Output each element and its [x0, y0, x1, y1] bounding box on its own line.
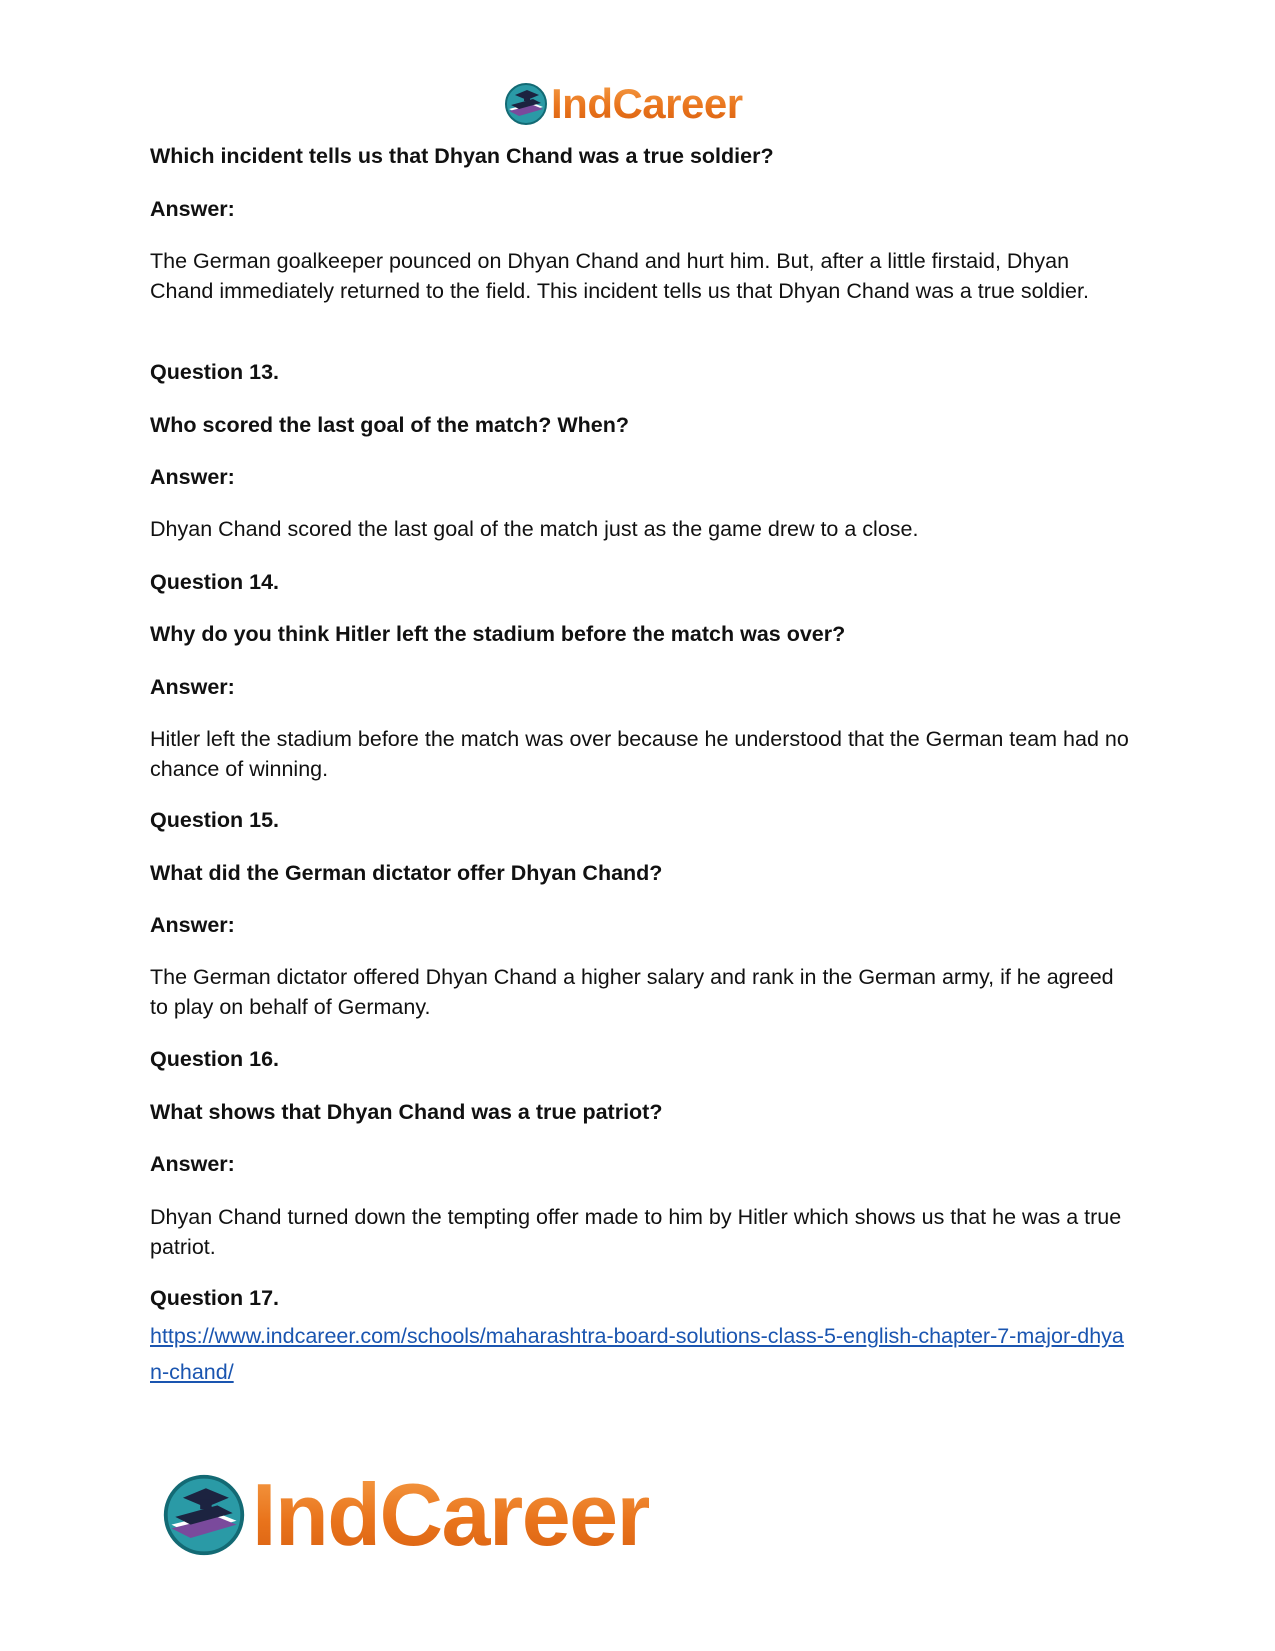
- answer-label: Answer:: [150, 197, 235, 221]
- source-url-link[interactable]: https://www.indcareer.com/schools/maharashtra-board-solutions-class-5-english-chapter-7-major-dhyan-chand/: [150, 1324, 1124, 1384]
- answer-text: Dhyan Chand turned down the tempting offer made to him by Hitler which shows us that he was a true patriot.: [150, 1205, 1122, 1259]
- answer-text: The German goalkeeper pounced on Dhyan Chand and hurt him. But, after a little firstaid, Dhyan Chand immediately returned to the field. This incident tells us that Dhyan Chand was a true soldier.: [150, 249, 1089, 303]
- graduate-book-icon: [160, 1471, 248, 1559]
- question-text: Which incident tells us that Dhyan Chand was a true soldier?: [150, 144, 774, 168]
- question-number: Question 13.: [150, 360, 280, 384]
- question-text: Who scored the last goal of the match? When?: [150, 413, 629, 437]
- question-number: Question 16.: [150, 1047, 280, 1071]
- graduate-book-icon: [503, 81, 549, 127]
- indcareer-logo-top[interactable]: [503, 80, 743, 128]
- question-text: What shows that Dhyan Chand was a true patriot?: [150, 1100, 663, 1124]
- question-number: Question 14.: [150, 570, 280, 594]
- answer-label: Answer:: [150, 1152, 235, 1176]
- indcareer-logo-bottom[interactable]: [160, 1465, 650, 1564]
- logo-wordmark-top: IndCareer: [551, 80, 743, 127]
- answer-text: Dhyan Chand scored the last goal of the match just as the game drew to a close.: [150, 517, 919, 541]
- answer-label: Answer:: [150, 675, 235, 699]
- answer-label: Answer:: [150, 465, 235, 489]
- question-text: Why do you think Hitler left the stadium before the match was over?: [150, 622, 846, 646]
- question-number: Question 15.: [150, 808, 280, 832]
- question-number: Question 17.: [150, 1286, 280, 1310]
- answer-text: The German dictator offered Dhyan Chand a higher salary and rank in the German army, if he agreed to play on behalf of Germany.: [150, 965, 1114, 1019]
- answer-text: Hitler left the stadium before the match was over because he understood that the German team had no chance of winning.: [150, 727, 1129, 781]
- answer-label: Answer:: [150, 913, 235, 937]
- logo-wordmark-bottom: IndCareer: [252, 1465, 650, 1564]
- question-text: What did the German dictator offer Dhyan Chand?: [150, 861, 663, 885]
